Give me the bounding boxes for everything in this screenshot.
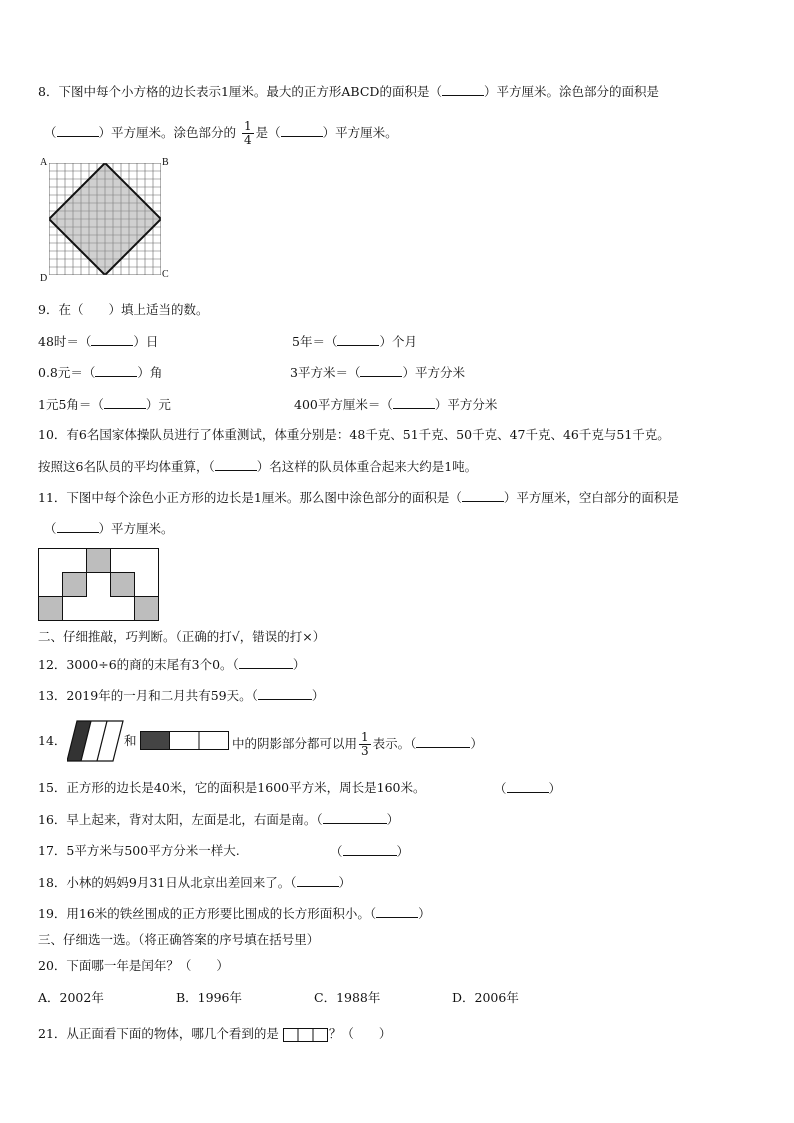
q20-option-a[interactable]: A．2002年 [38,990,104,1005]
q14-text: 中的阴影部分都可以用 $\frac{1}{3}$ 表示。（ ） [232,730,483,758]
q14-fraction: $\frac{1}{3}$ [361,730,369,758]
q10-blank[interactable] [215,458,257,471]
section2-heading: 二、仔细推敲，巧判断。（正确的打√，错误的打×） [38,629,326,644]
q15-text: 15．正方形的边长是40米，它的面积是1600平方米，周长是160米。 [38,780,426,795]
q11-shaded-figure [38,548,160,623]
q13: 13．2019年的一月和二月共有59天。（ ） [38,688,325,703]
section3-heading: 三、仔细选一选。（将正确答案的序号填在括号里） [38,932,320,947]
q9-blank-2[interactable] [337,333,379,346]
q19-answer[interactable] [376,905,418,918]
q10-line1: 10．有6名国家体操队员进行了体重测试，体重分别是：48千克、51千克、50千克、47千克、46千克与51千克。 [38,427,670,442]
corner-c: C [162,269,169,280]
q11-blank2[interactable] [57,520,99,533]
q20-option-b[interactable]: B．1996年 [176,990,242,1005]
q15-answer[interactable] [507,780,549,793]
q9-blank-1[interactable] [91,333,133,346]
q18-answer[interactable] [297,874,339,887]
q14-parallelogram [67,720,125,762]
q9-blank-6[interactable] [393,396,435,409]
q11-line2: （ ）平方厘米。 [44,521,174,536]
q20-option-c[interactable]: C．1988年 [314,990,381,1005]
q9-item-2: 5年＝（ ）个月 [292,334,417,349]
q17-paren: （ ） [330,844,410,859]
q16: 16．早上起来，背对太阳，左面是北，右面是南。（ ） [38,812,400,827]
q21: 21．从正面看下面的物体，哪几个看到的是 ？（ ） [38,1026,392,1041]
corner-b: B [162,157,169,168]
q9-item-6: 400平方厘米＝（ ）平方分米 [294,397,498,412]
q13-answer[interactable] [258,687,312,700]
q14-and: 和 [124,733,137,748]
q8-blank3[interactable] [281,124,323,137]
q9-title: 9．在（ ）填上适当的数。 [38,302,209,317]
q20-text: 20．下面哪一年是闰年？（ ） [38,958,229,973]
q16-answer[interactable] [323,811,387,824]
q14-bar-strip [140,731,230,751]
q8-line1: 8．下图中每个小方格的边长表示1厘米。最大的正方形ABCD的面积是（ ）平方厘米。涂色部分的面积是 [38,84,659,99]
q15-paren: （ ） [494,781,562,796]
q12-answer[interactable] [239,656,293,669]
shaded-diamond [49,163,161,275]
q21-three-squares-figure [283,1027,329,1043]
q8-grid-figure [49,163,161,275]
q11-blank1[interactable] [462,489,504,502]
q8-line2: （ ）平方厘米。涂色部分的 $\frac{1}{4}$ 是（ ）平方厘米。 [44,119,398,147]
q9-item-3: 0.8元＝（ ）角 [38,365,163,380]
q17-answer[interactable] [343,843,397,856]
corner-a: A [40,157,48,168]
corner-d: D [40,273,48,284]
q19: 19．用16米的铁丝围成的正方形要比围成的长方形面积小。（ ） [38,906,431,921]
q9-item-5: 1元5角＝（ ）元 [38,397,171,412]
q10-line2: 按照这6名队员的平均体重算，（ ）名这样的队员体重合起来大约是1吨。 [38,459,478,474]
q8-blank2[interactable] [57,124,99,137]
q20-option-d[interactable]: D．2006年 [452,990,519,1005]
q8-fraction: $\frac{1}{4}$ [244,119,252,147]
q9-item-1: 48时＝（ ）日 [38,334,159,349]
q9-blank-3[interactable] [95,364,137,377]
q12: 12．3000÷6的商的末尾有3个0。（ ） [38,657,306,672]
q14-number: 14． [38,733,67,748]
q11-line1: 11．下图中每个涂色小正方形的边长是1厘米。那么图中涂色部分的面积是（ ）平方厘米，空白部分的面积是 [38,490,679,505]
q9-blank-4[interactable] [360,364,402,377]
q17-text: 17．5平方米与500平方分米一样大. [38,843,240,858]
q9-blank-5[interactable] [104,396,146,409]
q14-answer[interactable] [416,735,470,748]
q9-item-4: 3平方米＝（ ）平方分米 [290,365,465,380]
q8-blank1[interactable] [442,83,484,96]
q18: 18．小林的妈妈9月31日从北京出差回来了。（ ） [38,875,352,890]
